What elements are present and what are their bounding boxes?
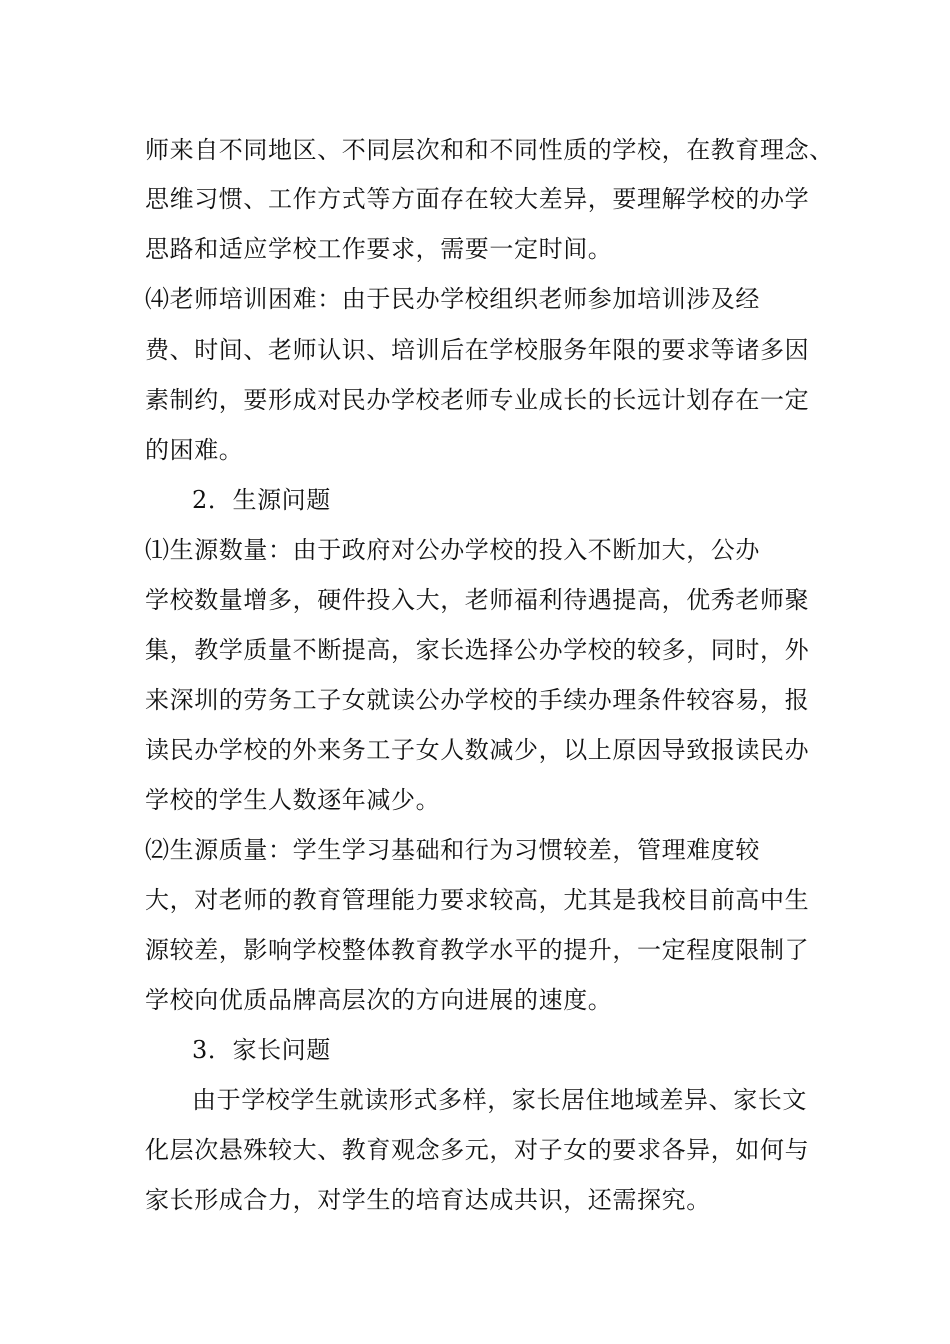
text-line: 学校数量增多，硬件投入大，老师福利待遇提高，优秀老师聚 — [145, 586, 810, 614]
text-line: 家长形成合力，对学生的培育达成共识，还需探究。 — [145, 1186, 711, 1214]
text-line: 源较差，影响学校整体教育教学水平的提升，一定程度限制了 — [145, 936, 810, 964]
text-line: 思维习惯、工作方式等方面存在较大差异，要理解学校的办学 — [145, 185, 810, 213]
text-line: 费、时间、老师认识、培训后在学校服务年限的要求等诸多因 — [145, 336, 810, 364]
text-line: 素制约，要形成对民办学校老师专业成长的长远计划存在一定 — [145, 386, 810, 414]
text-line: 大，对老师的教育管理能力要求较高，尤其是我校目前高中生 — [145, 886, 810, 914]
text-line: 学校的学生人数逐年减少。 — [145, 786, 441, 814]
text-line: 学校向优质品牌高层次的方向进展的速度。 — [145, 986, 613, 1014]
text-line: 的困难。 — [145, 436, 244, 464]
text-line: 师来自不同地区、不同层次和和不同性质的学校，在教育理念、 — [145, 136, 834, 164]
text-line: 思路和适应学校工作要求，需要一定时间。 — [145, 235, 613, 263]
paragraph-start: ⑷老师培训困难：由于民办学校组织老师参加培训涉及经 — [145, 285, 760, 313]
section-heading: 2．生源问题 — [192, 486, 331, 514]
paragraph-start: ⑵生源质量：学生学习基础和行为习惯较差，管理难度较 — [145, 836, 760, 864]
paragraph-start: ⑴生源数量：由于政府对公办学校的投入不断加大，公办 — [145, 536, 760, 564]
text-line: 来深圳的劳务工子女就读公办学校的手续办理条件较容易，报 — [145, 686, 810, 714]
text-line: 读民办学校的外来务工子女人数减少，以上原因导致报读民办 — [145, 736, 810, 764]
text-line: 集，教学质量不断提高，家长选择公办学校的较多，同时，外 — [145, 636, 810, 664]
paragraph-start: 由于学校学生就读形式多样，家长居住地域差异、家长文 — [192, 1086, 807, 1114]
section-heading: 3．家长问题 — [192, 1036, 331, 1064]
text-line: 化层次悬殊较大、教育观念多元，对子女的要求各异，如何与 — [145, 1136, 810, 1164]
